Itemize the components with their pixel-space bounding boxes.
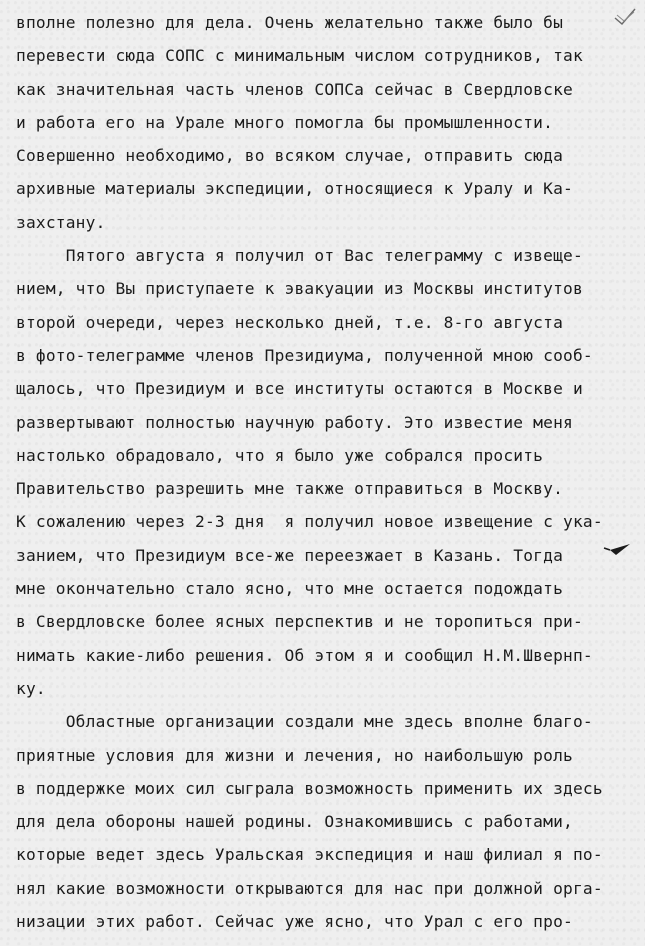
text-line: перевести сюда СОПС с минимальным числом сотрудников, так xyxy=(16,46,583,66)
text-line: второй очереди, через несколько дней, т.е. 8-го августа xyxy=(16,312,564,332)
text-line: нимать какие-либо решения. Об этом я и сообщил Н.М.Швернп- xyxy=(16,645,593,665)
text-line: которые ведет здесь Уральская экспедиция и наш филиал я по- xyxy=(16,845,603,865)
text-line: в Свердловске более ясных перспектив и не торопиться при- xyxy=(16,612,583,632)
text-line: в поддержке моих сил сыграла возможность применить их здесь xyxy=(16,778,603,798)
text-line: приятные условия для жизни и лечения, но наибольшую роль xyxy=(16,745,573,765)
text-line: нием, что Вы приступаете к эвакуации из Москвы институтов xyxy=(16,279,583,299)
text-line: развертывают полностью научную работу. Это известие меня xyxy=(16,412,573,432)
text-line: настолько обрадовало, что я было уже собрался просить xyxy=(16,445,544,465)
text-line: Пятого августа я получил от Вас телеграмму с извеще- xyxy=(16,246,583,266)
text-line: мне окончательно стало ясно, что мне остается подождать xyxy=(16,579,564,599)
text-line: К сожалению через 2-3 дня я получил новое извещение с ука- xyxy=(16,512,603,532)
text-line: захстану. xyxy=(16,212,106,232)
text-line: Правительство разрешить мне также отправиться в Москву. xyxy=(16,479,564,499)
text-line: в фото-телеграмме членов Президиума, полученной мною сооб- xyxy=(16,345,593,365)
text-line: низации этих работ. Сейчас уже ясно, что Урал с его про- xyxy=(16,912,573,932)
text-line: архивные материалы экспедиции, относящиеся к Уралу и Ка- xyxy=(16,179,573,199)
margin-arrow-icon xyxy=(602,540,632,558)
text-line: Совершенно необходимо, во всяком случае, отправить сюда xyxy=(16,146,564,166)
text-line: и работа его на Урале много помогла бы промышленности. xyxy=(16,112,554,132)
text-line: занием, что Президиум все-же переезжает в Казань. Тогда xyxy=(16,545,564,565)
text-line: ку. xyxy=(16,678,46,698)
text-line: для дела обороны нашей родины. Ознакомившись с работами, xyxy=(16,812,573,832)
typewritten-letter-body xyxy=(16,6,636,938)
text-line: щалось, что Президиум и все институты остаются в Москве и xyxy=(16,379,583,399)
text-line: вполне полезно для дела. Очень желательно также было бы xyxy=(16,13,564,32)
text-line: как значительная часть членов СОПСа сейчас в Свердловске xyxy=(16,79,573,99)
text-line: Областные организации создали мне здесь вполне благо- xyxy=(16,712,593,732)
text-line: нял какие возможности открываются для нас при должной орга- xyxy=(16,878,603,898)
